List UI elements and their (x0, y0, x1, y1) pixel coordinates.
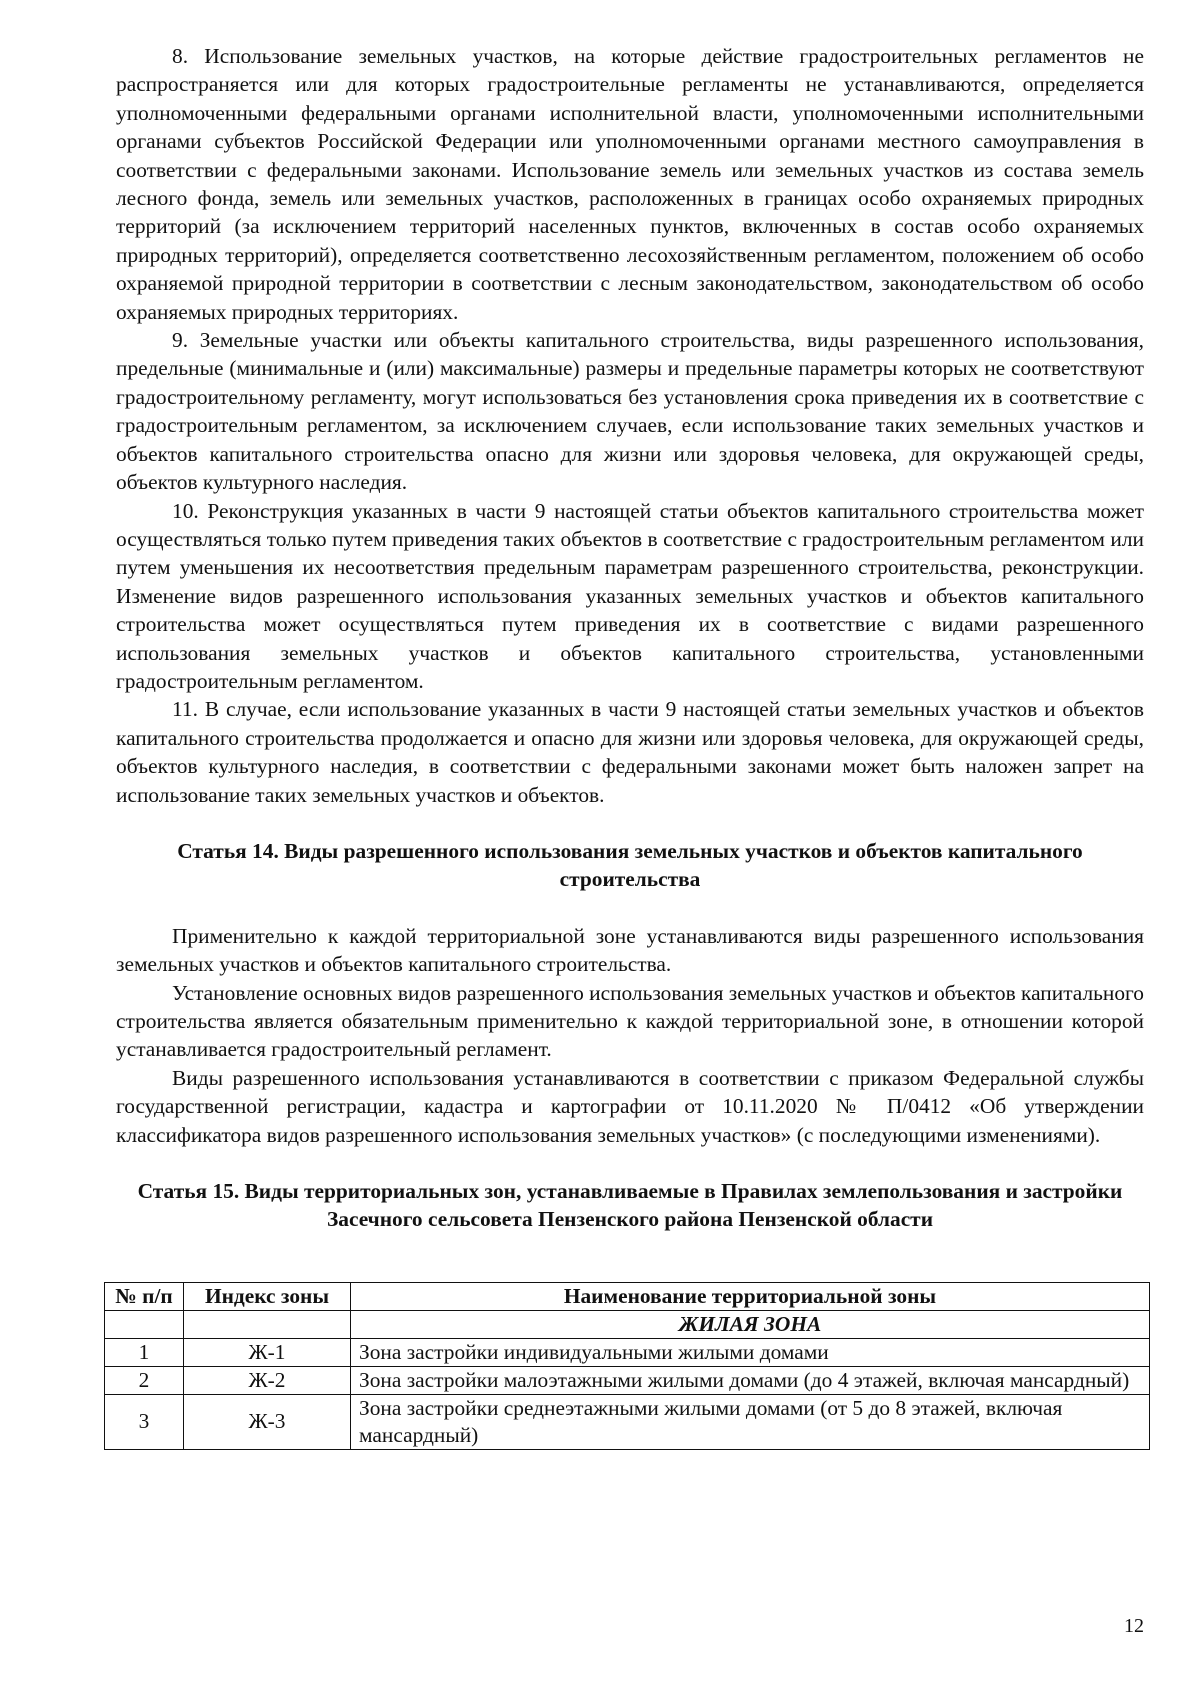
row-zone-index: Ж-3 (184, 1394, 351, 1449)
table-header-row (105, 1282, 1150, 1310)
spacer (116, 894, 1144, 922)
paragraph-11: 11. В случае, если использование указанных в части 9 настоящей статьи земельных участков и объектов капитального строительства продолжается и опасно для жизни или здоровья человека, для окружающей среды, объектов культурного наследия, в соответствии с федеральными законами может быть наложен запрет на использование таких земельных участков и объектов. (116, 697, 1144, 807)
group-title: ЖИЛАЯ ЗОНА (351, 1310, 1150, 1338)
zones-table (104, 1282, 1150, 1450)
table-row (105, 1338, 1150, 1366)
table-row (105, 1366, 1150, 1394)
spacer (116, 1149, 1144, 1177)
row-zone-name: Зона застройки малоэтажными жилыми домами (до 4 этажей, включая мансардный) (351, 1366, 1150, 1394)
article-14-title: Статья 14. Виды разрешенного использования земельных участков и объектов капитального строительства (177, 838, 1083, 892)
article-14-paragraph-3: Виды разрешенного использования устанавливаются в соответствии с приказом Федеральной службы государственной регистрации, кадастра и картографии от 10.11.2020 № П/0412 «Об утверждении классификатора видов разрешенного использования земельных участков» (с последующими изменениями). (116, 1065, 1144, 1147)
row-zone-index: Ж-2 (184, 1366, 351, 1394)
spacer (116, 1234, 1144, 1282)
row-number: 1 (105, 1338, 184, 1366)
group-empty-cell (184, 1310, 351, 1338)
table-group-row (105, 1310, 1150, 1338)
spacer (116, 809, 1144, 837)
header-zone-index: Индекс зоны (184, 1282, 351, 1310)
row-zone-name: Зона застройки индивидуальными жилыми домами (351, 1338, 1150, 1366)
group-empty-cell (105, 1310, 184, 1338)
row-number: 3 (105, 1394, 184, 1449)
header-number: № п/п (105, 1282, 184, 1310)
article-14-paragraph-1: Применительно к каждой территориальной зоне устанавливаются виды разрешенного использования земельных участков и объектов капитального строительства. (116, 923, 1144, 977)
paragraph-8: 8. Использование земельных участков, на которые действие градостроительных регламентов не распространяется или для которых градостроительные регламенты не устанавливаются, определяется уполномоченными федеральными органами исполнительной власти, уполномоченными исполнительными органами субъектов Российской Федерации или уполномоченными органами местного самоуправления в соответствии с федеральными законами. Использование земель или земельных участков из состава земель лесного фонда, земель или земельных участков, расположенных в границах особо охраняемых природных территорий (за исключением территорий населенных пунктов, включенных в состав особо охраняемых природных территорий), определяется соответственно лесохозяйственным регламентом, положением об особо охраняемой природной территории в соответствии с лесным законодательством, законодательством об особо охраняемых природных территориях. (116, 44, 1144, 324)
paragraph-10: 10. Реконструкция указанных в части 9 настоящей статьи объектов капитального строительства может осуществляться только путем приведения таких объектов в соответствие с градостроительным регламентом или путем уменьшения их несоответствия предельным параметрам разрешенного строительства, реконструкции. Изменение видов разрешенного использования указанных земельных участков и объектов капитального строительства может осуществляться путем приведения их в соответствие с видами разрешенного использования земельных участков и объектов капитального строительства, установленными градостроительным регламентом. (116, 498, 1144, 693)
row-zone-index: Ж-1 (184, 1338, 351, 1366)
page-number: 12 (1124, 1615, 1144, 1637)
table-row (105, 1394, 1150, 1449)
paragraph-9: 9. Земельные участки или объекты капитального строительства, виды разрешенного использования, предельные (минимальные и (или) максимальные) размеры и предельные параметры которых не соответствуют градостроительному регламенту, могут использоваться без установления срока приведения их в соответствие с градостроительным регламентом, за исключением случаев, если использование таких земельных участков и объектов капитального строительства опасно для жизни или здоровья человека, для окружающей среды, объектов культурного наследия. (116, 328, 1144, 495)
row-number: 2 (105, 1366, 184, 1394)
header-zone-name: Наименование территориальной зоны (351, 1282, 1150, 1310)
row-zone-name: Зона застройки среднеэтажными жилыми домами (от 5 до 8 этажей, включая мансардный) (351, 1394, 1150, 1449)
article-15-title: Статья 15. Виды территориальных зон, устанавливаемые в Правилах землепользования и застройки Засечного сельсовета Пензенского района Пензенской области (137, 1179, 1123, 1232)
article-14-paragraph-2: Установление основных видов разрешенного использования земельных участков и объектов капитального строительства является обязательным применительно к каждой территориальной зоне, в отношении которой устанавливается градостроительный регламент. (116, 980, 1144, 1062)
